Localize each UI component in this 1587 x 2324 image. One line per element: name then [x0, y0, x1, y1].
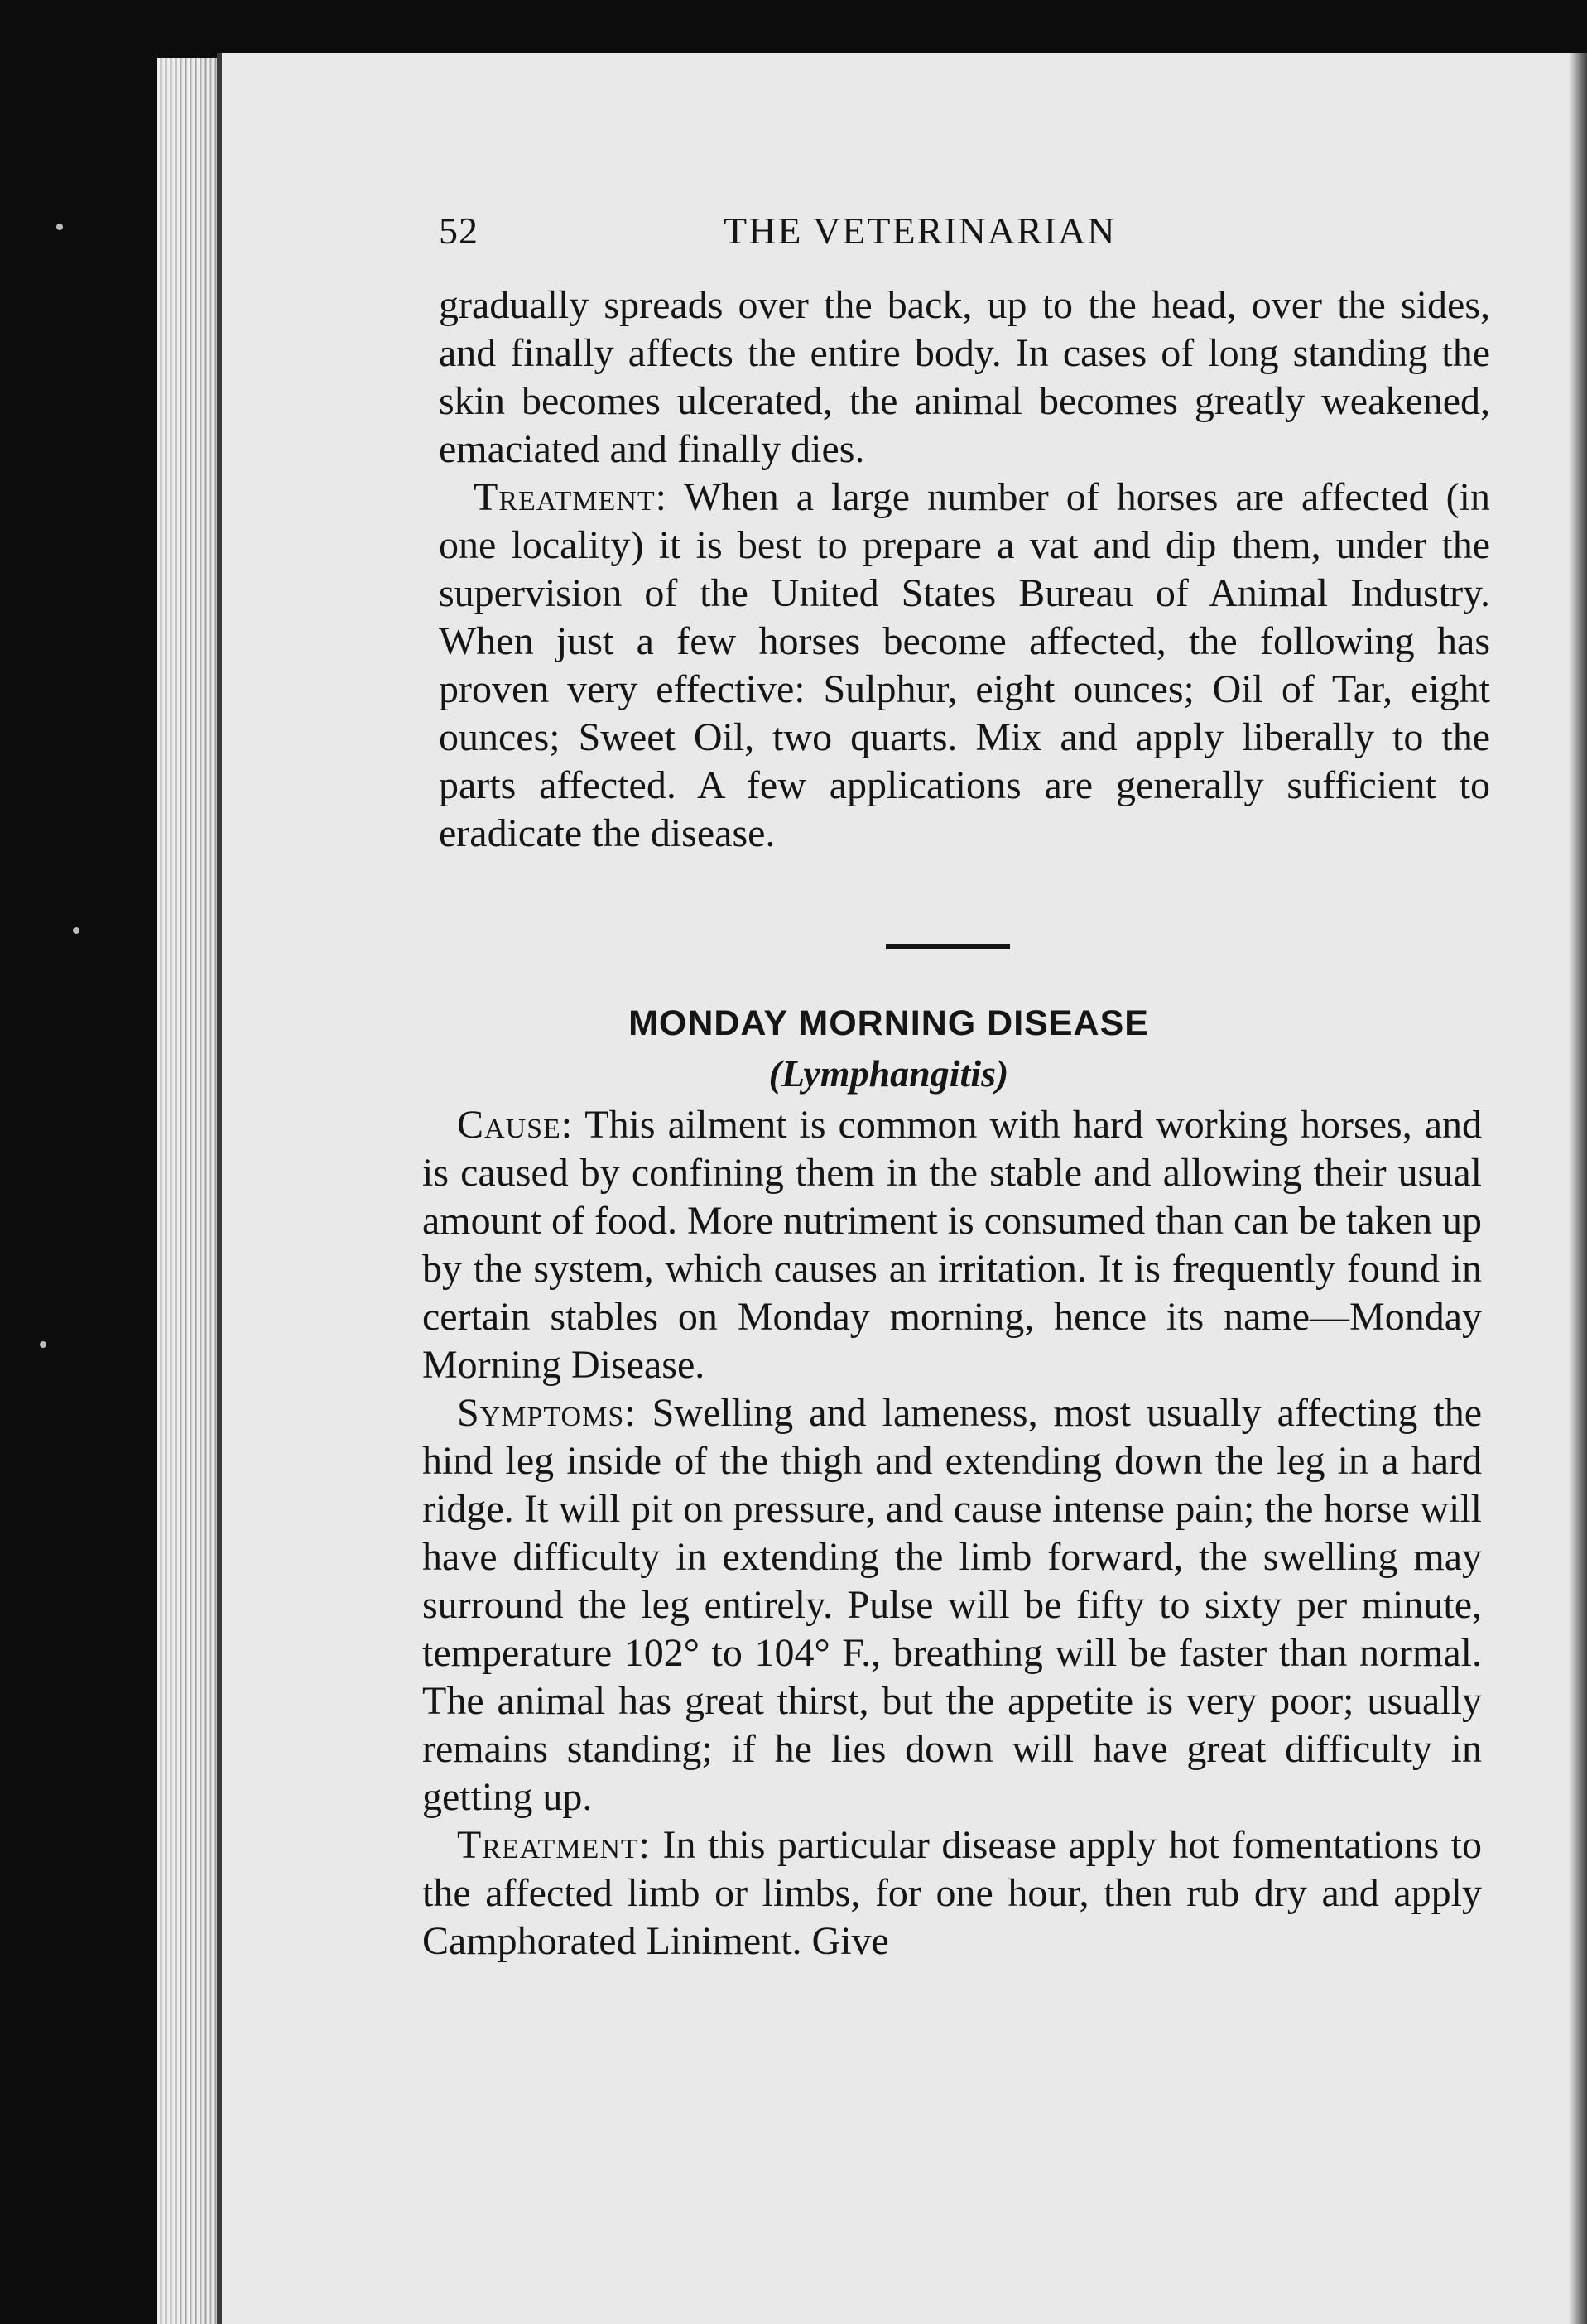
section-treatment-label: Treatment:: [457, 1823, 651, 1867]
treatment-label: Treatment:: [474, 475, 667, 519]
cause-text: This ailment is common with hard working horses, and is caused by confining them in the stable and allowing their usual amount of food. More nutriment is consumed than can be taken up by the system, which causes an irritation. It is frequently found in certain stables on Monday morning, hence its name—Monday Morning Disease.: [422, 1103, 1482, 1387]
page-header: [0, 209, 1587, 267]
speck: [40, 1341, 46, 1348]
treatment-paragraph: [439, 474, 1490, 858]
cause-label: Cause:: [457, 1103, 574, 1147]
page-number: 52: [439, 209, 479, 252]
continued-text-block: [439, 281, 1490, 858]
section-divider: [886, 944, 1010, 949]
section-subtitle: (Lymphangitis): [768, 1052, 1009, 1095]
symptoms-paragraph: [422, 1389, 1482, 1821]
section-text-block: [422, 1101, 1482, 1966]
treatment-text: When a large number of horses are affected (in one locality) it is best to prepare a vat and dip them, under the supervision of the United States Bureau of Animal Industry. When just a few horses become affected, the following has proven very effective: Sulphur, eight ounces; Oil of Tar, eight ounces; Sweet Oil, two quarts. Mix and apply liberally to the parts affected. A few applications are generally sufficient to eradicate the disease.: [439, 475, 1490, 855]
section-title: MONDAY MORNING DISEASE: [628, 1003, 1149, 1043]
running-head: THE VETERINARIAN: [724, 209, 1117, 252]
continued-paragraph: gradually spreads over the back, up to the head, over the sides, and finally affects the entire body. In cases of long standing the skin becomes ulcerated, the animal becomes greatly weakened, emaciated and finally dies.: [439, 283, 1490, 471]
speck: [73, 927, 79, 934]
symptoms-text: Swelling and lameness, most usually affecting the hind leg inside of the thigh and extending down the leg in a hard ridge. It will pit on pressure, and cause intense pain; the horse will have difficulty in extending the limb forward, the swelling may surround the leg entirely. Pulse will be fifty to sixty per minute, temperature 102° to 104° F., breathing will be faster than normal. The animal has great thirst, but the appetite is very poor; usually remains standing; if he lies down will have great difficulty in getting up.: [422, 1391, 1483, 1819]
page-shadow: [1569, 53, 1587, 2324]
section-treatment-text: In this particular disease apply hot fomentations to the affected limb or limbs, for one hour, then rub dry and apply Camphorated Liniment. Give: [422, 1823, 1482, 1963]
section-treatment-paragraph: [422, 1821, 1482, 1966]
symptoms-label: Symptoms:: [457, 1391, 637, 1435]
cause-paragraph: [422, 1101, 1482, 1389]
